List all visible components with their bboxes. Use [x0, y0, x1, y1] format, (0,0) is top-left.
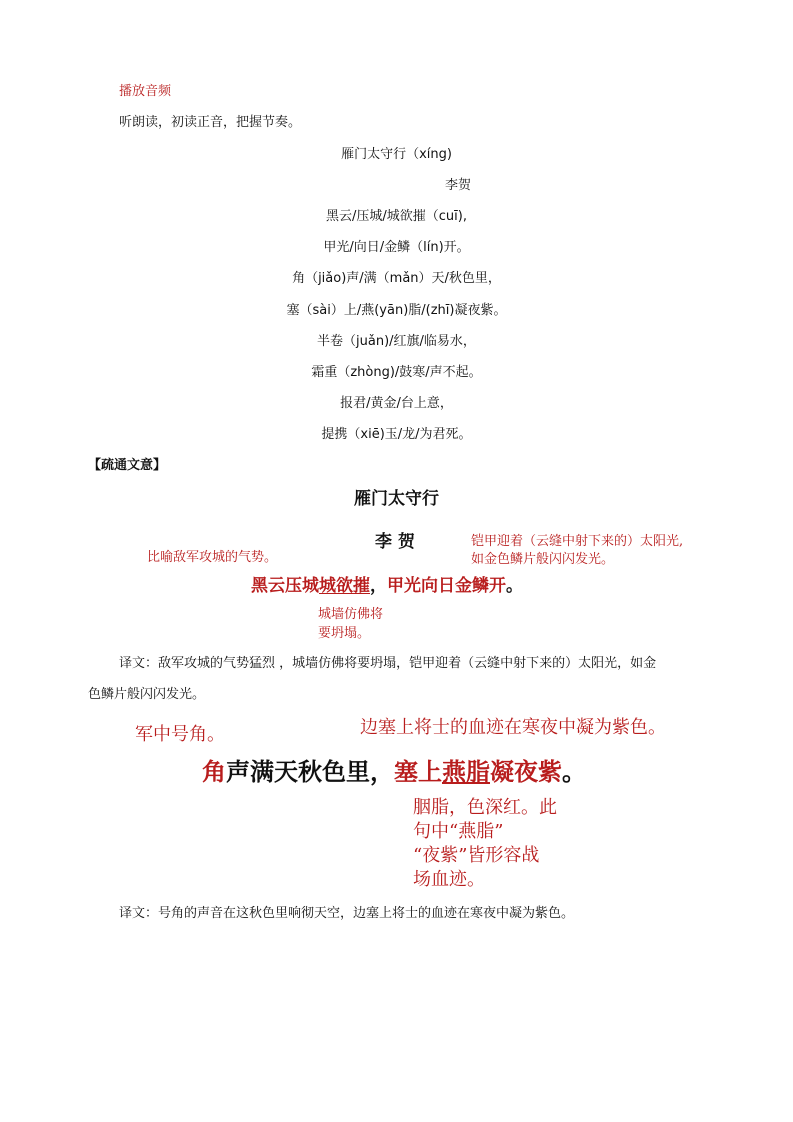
- translation-1-line-1: 译文：敌军攻城的气势猛烈 ，城墙仿佛将要坍塌，铠甲迎着（云缝中射下来的）太阳光，如金: [119, 656, 657, 671]
- analysis-title: 雁门太守行: [354, 489, 439, 509]
- analysis-author: 李 贺: [375, 532, 415, 552]
- analysis-line-2: 角声满天秋色里，塞上燕脂凝夜紫。: [202, 758, 586, 786]
- analysis-line-1: 黑云压城城欲摧，甲光向日金鳞开。: [251, 576, 523, 596]
- poem-line: 报君/黄金/台上意，: [340, 396, 453, 411]
- poem-title: 雁门太守行（xíng): [341, 147, 452, 162]
- note-wall-collapse: 城墙仿佛将 要坍塌。: [318, 607, 384, 641]
- note-horn: 军中号角。: [135, 724, 225, 745]
- poem-line: 角（jiǎo)声/满（mǎn）天/秋色里，: [292, 271, 501, 286]
- poem-line: 黑云/压城/城欲摧（cuī),: [326, 209, 467, 224]
- poem-line: 半卷（juǎn)/红旗/临易水，: [317, 334, 476, 349]
- poem-line: 霜重（zhòng)/鼓寒/声不起。: [311, 365, 482, 380]
- note-metaphor: 比喻敌军攻城的气势。: [147, 550, 278, 565]
- reading-instruction: 听朗读，初读正音，把握节奏。: [119, 115, 302, 130]
- section-heading: 【疏通文意】: [88, 458, 167, 473]
- note-rouge: 胭脂，色深红。此 句中“燕脂” “夜紫”皆形容战 场血迹。: [413, 797, 557, 890]
- poem-line: 甲光/向日/金鳞（lín)开。: [323, 240, 470, 255]
- note-blood: 边塞上将士的血迹在寒夜中凝为紫色。: [360, 717, 666, 738]
- poem-line: 提携（xiē)玉/龙/为君死。: [321, 427, 472, 442]
- play-audio-link[interactable]: 播放音频: [119, 84, 172, 99]
- translation-1-line-2: 色鳞片般闪闪发光。: [88, 687, 206, 702]
- poem-line: 塞（sài）上/燕(yān)脂/(zhī)凝夜紫。: [286, 303, 507, 318]
- note-armor-light: 铠甲迎着（云缝中射下来的）太阳光, 如金色鳞片般闪闪发光。: [471, 534, 684, 567]
- translation-2: 译文：号角的声音在这秋色里响彻天空，边塞上将士的血迹在寒夜中凝为紫色。: [119, 906, 575, 921]
- poem-author: 李贺: [445, 178, 472, 193]
